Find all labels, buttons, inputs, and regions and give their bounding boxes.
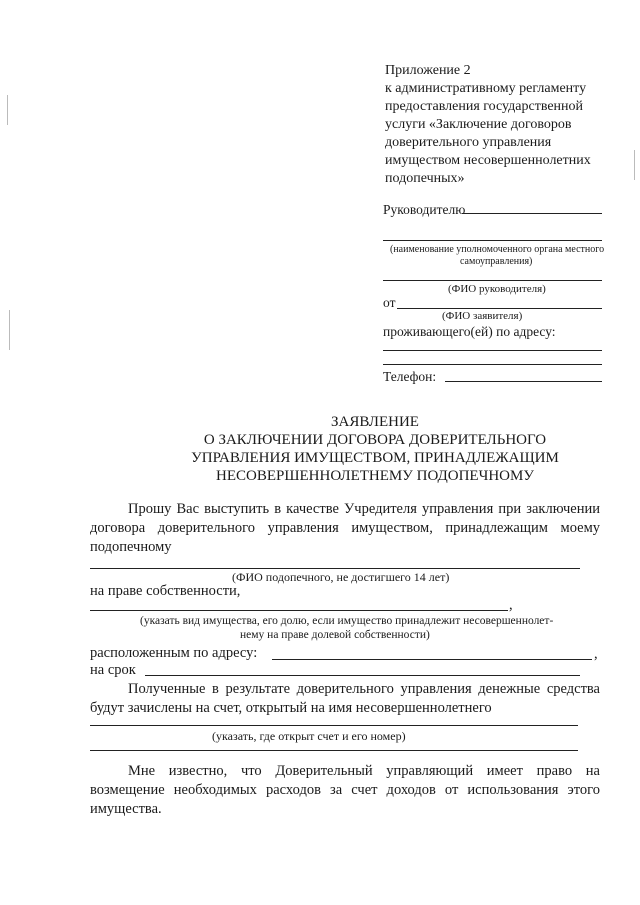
property-caption: (указать вид имущества, его долю, если имущество принадлежит несовершеннолет- — [140, 615, 554, 627]
appendix-line: услуги «Заключение договоров — [385, 117, 572, 132]
location-comma: , — [594, 646, 598, 662]
head-name-caption: (ФИО руководителя) — [448, 283, 546, 295]
property-field[interactable] — [90, 610, 508, 611]
account-caption: (указать, где открыт счет и его номер) — [212, 729, 406, 743]
expenses-paragraph: Мне известно, что Доверительный управляющий имеет право на возмещение необходимых расходов за счет доходов от использования этого имущества. — [90, 763, 600, 817]
title-line: ЗАЯВЛЕНИЕ — [331, 414, 419, 430]
appendix-line: подопечных» — [385, 171, 465, 186]
phone-field[interactable] — [445, 381, 602, 382]
ownership-label: на праве собственности, — [90, 583, 241, 599]
appendix-line: к административному регламенту — [385, 81, 587, 96]
address-label: проживающего(ей) по адресу: — [383, 324, 556, 339]
appendix-line: предоставления государственной — [385, 99, 584, 114]
property-comma: , — [509, 597, 513, 613]
account-field[interactable] — [90, 725, 578, 726]
ward-caption: (ФИО подопечного, не достигшего 14 лет) — [232, 570, 450, 584]
term-label: на срок — [90, 662, 136, 678]
location-label: расположенным по адресу: — [90, 645, 258, 661]
head-org-field[interactable] — [462, 213, 602, 214]
location-field[interactable] — [272, 659, 592, 660]
funds-paragraph: Полученные в результате доверительного управления денежные средства будут зачислены на счет, открытый на имя несовершеннолетнего — [90, 681, 600, 716]
title-line: НЕСОВЕРШЕННОЛЕТНЕМУ ПОДОПЕЧНОМУ — [216, 468, 534, 484]
appendix-title: Приложение 2 — [385, 63, 471, 78]
head-name-field[interactable] — [383, 280, 602, 281]
appendix-line: имуществом несовершеннолетних — [385, 153, 591, 168]
applicant-name-field[interactable] — [397, 308, 602, 309]
appendix-line: доверительного управления — [385, 135, 552, 150]
ward-name-field[interactable] — [90, 568, 580, 569]
request-paragraph: Прошу Вас выступить в качестве Учредителя управления при заключении договора доверительного управления имуществом, принадлежащим моему подопечному — [90, 501, 600, 555]
phone-label: Телефон: — [383, 369, 437, 384]
org-name-field[interactable] — [383, 240, 602, 241]
org-caption: (наименование уполномоченного органа местного — [390, 244, 605, 255]
title-line: УПРАВЛЕНИЯ ИМУЩЕСТВОМ, ПРИНАДЛЕЖАЩИМ — [191, 450, 559, 466]
property-caption-cont: нему на праве долевой собственности) — [240, 629, 430, 641]
head-label: Руководителю — [383, 202, 466, 217]
scan-edge-mark — [634, 150, 635, 180]
from-label: от — [383, 295, 396, 310]
account-field-2[interactable] — [90, 750, 578, 751]
address-field-2[interactable] — [383, 364, 602, 365]
term-field[interactable] — [145, 675, 580, 676]
address-field-1[interactable] — [383, 350, 602, 351]
title-line: О ЗАКЛЮЧЕНИИ ДОГОВОРА ДОВЕРИТЕЛЬНОГО — [203, 432, 547, 448]
scan-edge-mark — [9, 310, 10, 350]
org-caption-cont: самоуправления) — [460, 256, 533, 267]
scan-edge-mark — [7, 95, 8, 125]
applicant-caption: (ФИО заявителя) — [442, 310, 523, 322]
